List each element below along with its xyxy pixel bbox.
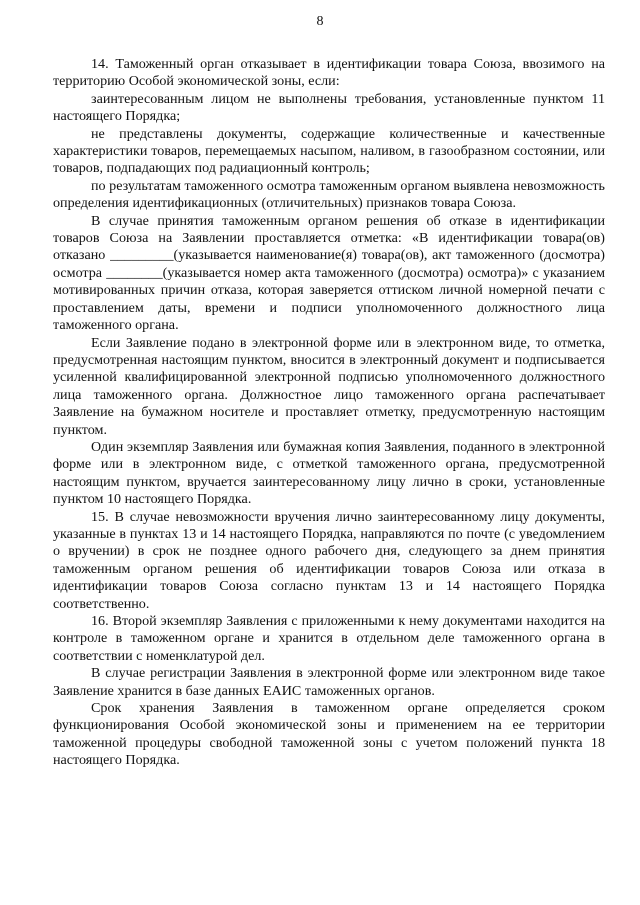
- paragraph-refusal-mark: В случае принятия таможенным органом решения об отказе в идентификации товаров Союза на Заявлении проставляется отметка: «В идентификации товара(ов) отказано _________(указывается наименование(я) товара(ов), акт таможенного (досмотра) осмотра ________(указывается номер акта таможенного (досмотра) осмотра)» с указанием мотивированных причин отказа, которая заверяется оттиском личной номерной печати с проставлением даты, времени и подписи уполномоченного должностного лица таможенного органа.: [53, 212, 605, 334]
- paragraph-condition-inspection: по результатам таможенного осмотра таможенным органом выявлена невозможность определения идентификационных (отличительных) признаков товара Союза.: [53, 177, 605, 212]
- paragraph-item-16: 16. Второй экземпляр Заявления с приложенными к нему документами находится на контроле в таможенном органе и хранится в отдельном деле таможенного органа в соответствии с номенклатурой дел.: [53, 613, 605, 664]
- page-number: 8: [316, 14, 324, 29]
- paragraph-condition-requirements: заинтересованным лицом не выполнены требования, установленные пунктом 11 настоящего Порядка;: [53, 90, 605, 125]
- document-body: [53, 56, 605, 770]
- paragraph-electronic-form: Если Заявление подано в электронной форме или в электронном виде, то отметка, предусмотренная настоящим пунктом, вносится в электронный документ и подписывается усиленной квалифицированной электронной подписью уполномоченного должностного лица таможенного органа. Должностное лицо таможенного органа распечатывает Заявление на бумажном носителе и проставляет отметку, предусмотренную настоящим пунктом.: [53, 334, 605, 438]
- paragraph-copy-delivery: Один экземпляр Заявления или бумажная копия Заявления, поданного в электронной форме или в электронном виде, с отметкой таможенного органа, предусмотренной настоящим пунктом, вручается заинтересованному лицу лично в сроки, установленные пунктом 10 настоящего Порядка.: [53, 438, 605, 508]
- paragraph-storage-term: Срок хранения Заявления в таможенном органе определяется сроком функционирования Особой экономической зоны и применением на ее территории таможенной процедуры свободной таможенной зоны с учетом положений пункта 18 настоящего Порядка.: [53, 700, 605, 769]
- paragraph-electronic-storage: В случае регистрации Заявления в электронной форме или электронном виде такое Заявление хранится в базе данных ЕАИС таможенных органов.: [53, 665, 605, 699]
- paragraph-item-15: 15. В случае невозможности вручения лично заинтересованному лицу документы, указанные в пунктах 13 и 14 настоящего Порядка, направляются по почте (с уведомлением о вручении) в срок не позднее одного рабочего дня, следующего за днем принятия таможенным органом решения об идентификации товаров Союза или отказа в идентификации товаров Союза согласно пунктам 13 и 14 настоящего Порядка соответственно.: [53, 508, 605, 612]
- paragraph-item-14-intro: 14. Таможенный орган отказывает в идентификации товара Союза, ввозимого на территорию Особой экономической зоны, если:: [53, 56, 605, 90]
- paragraph-condition-documents: не представлены документы, содержащие количественные и качественные характеристики товаров, перемещаемых насыпом, наливом, в газообразном состоянии, или товаров, подпадающих под радиационный контроль;: [53, 125, 605, 177]
